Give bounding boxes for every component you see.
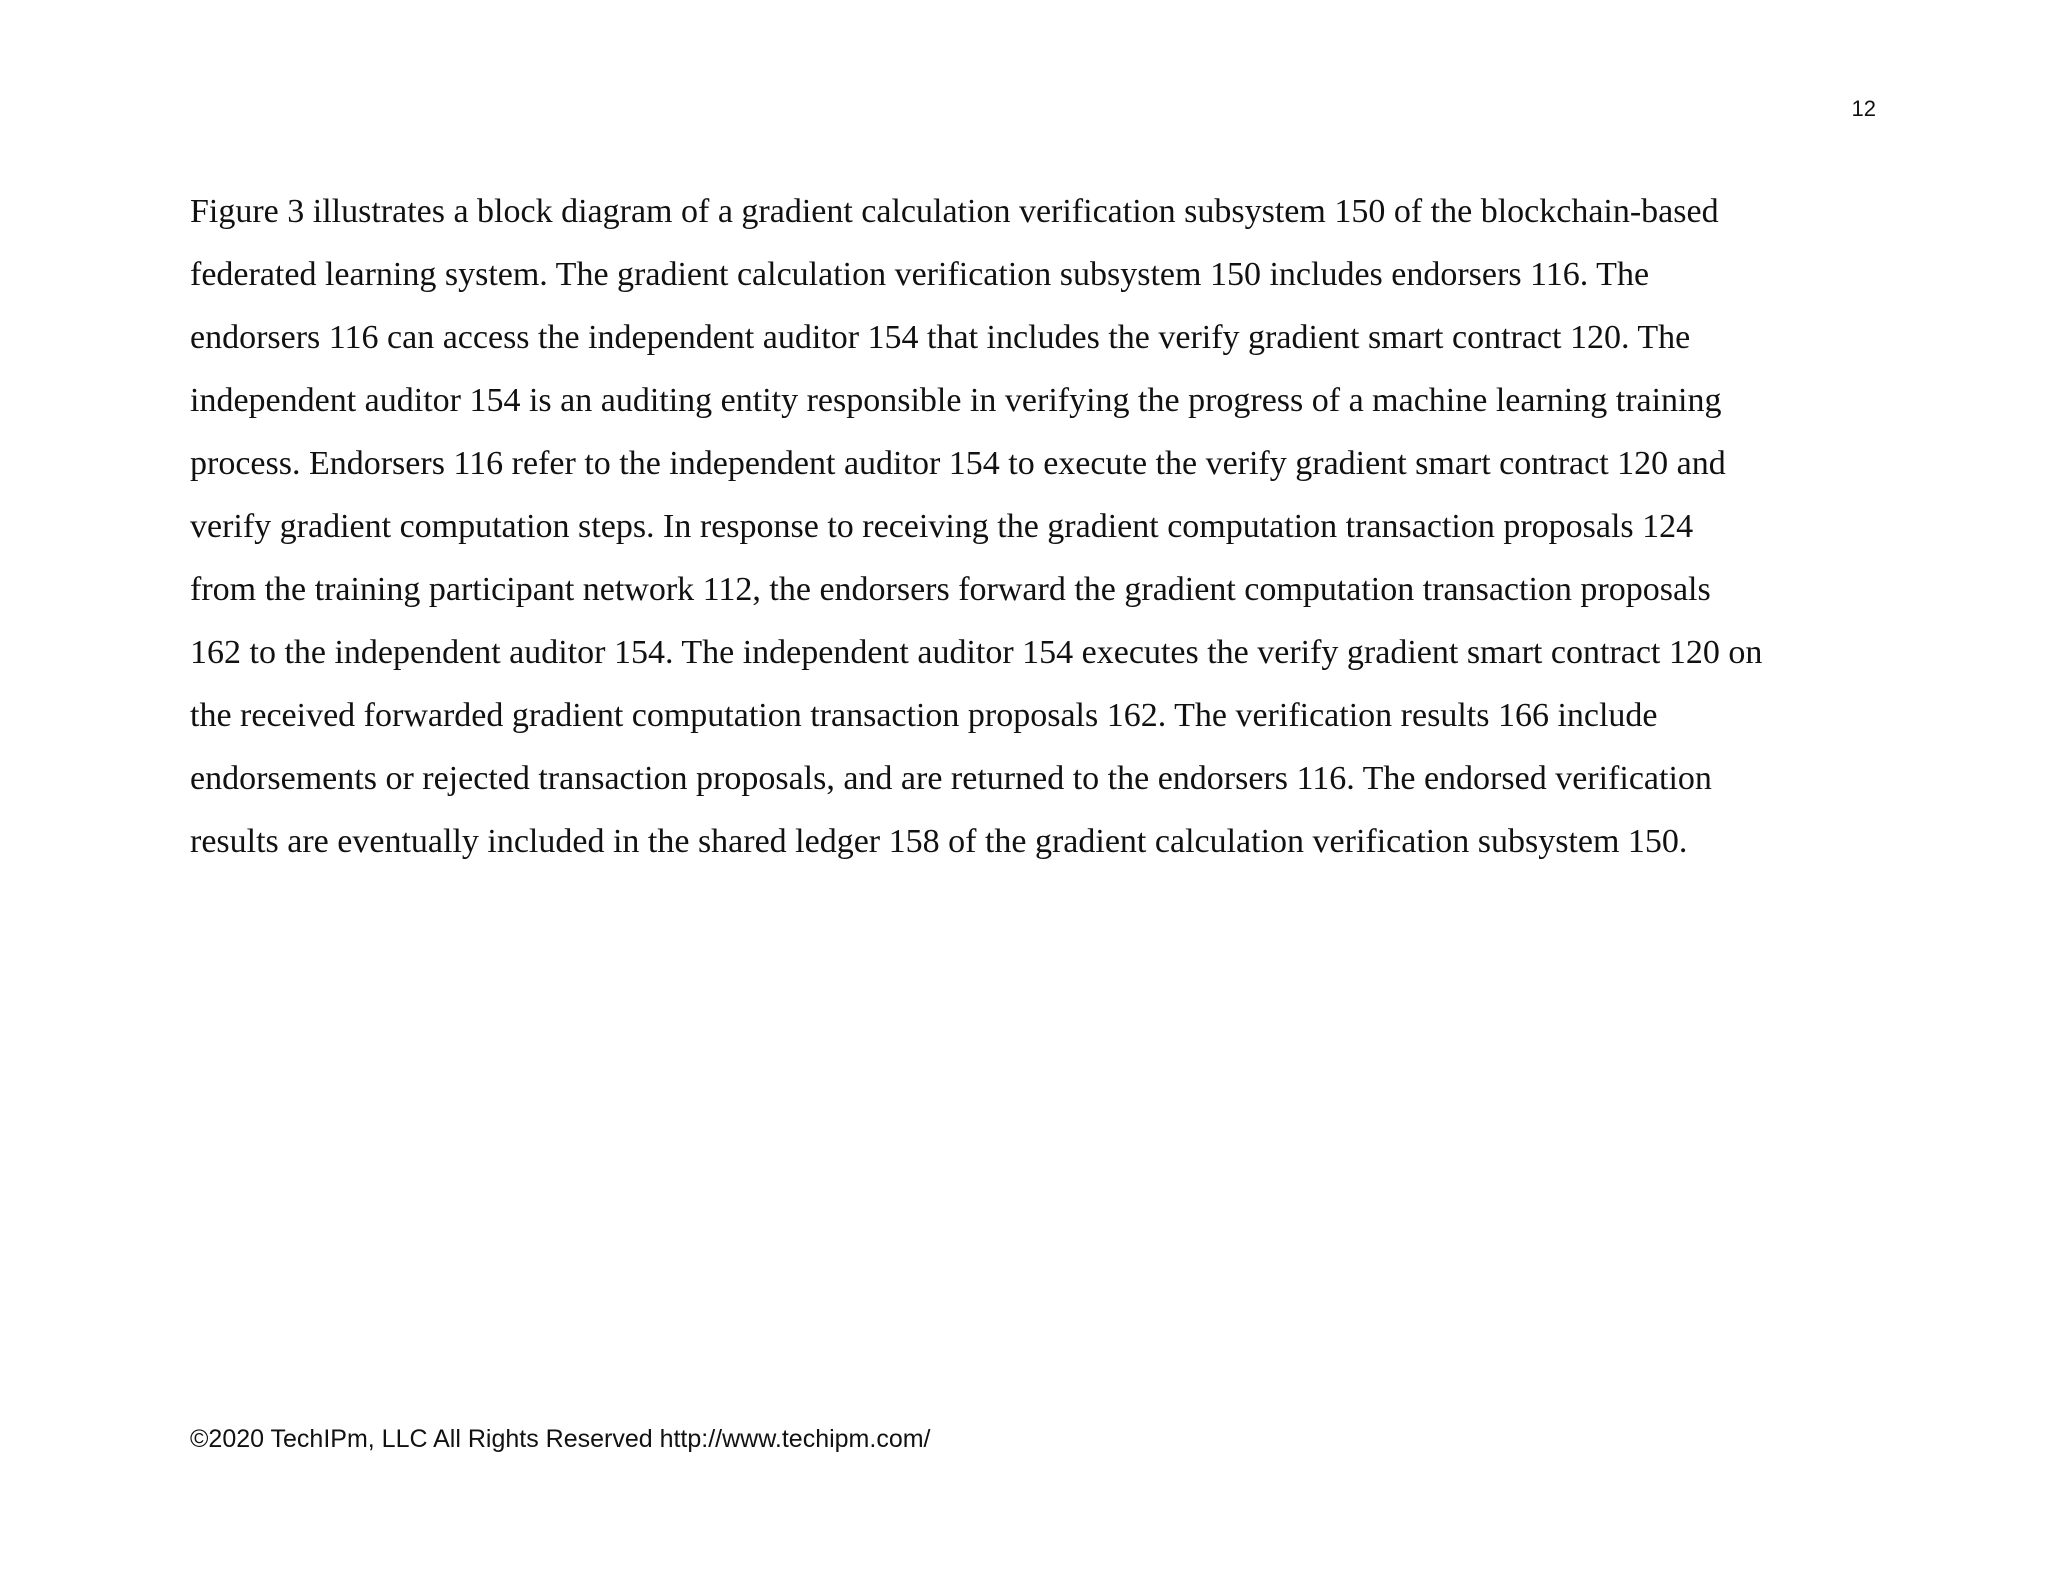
paragraph-line: federated learning system. The gradient calculation verification subsystem 150 includes endorsers 116. The bbox=[190, 256, 1650, 293]
paragraph-line: process. Endorsers 116 refer to the independent auditor 154 to execute the verify gradient smart contract 120 and bbox=[190, 445, 1726, 482]
paragraph-line: from the training participant network 112, the endorsers forward the gradient computation transaction proposals bbox=[190, 571, 1711, 608]
page-number: 12 bbox=[1851, 96, 1876, 121]
paragraph-line: endorsements or rejected transaction proposals, and are returned to the endorsers 116. The endorsed verification bbox=[190, 760, 1712, 797]
body-paragraph bbox=[190, 180, 1890, 873]
paragraph-line: results are eventually included in the shared ledger 158 of the gradient calculation verification subsystem 150. bbox=[190, 823, 1688, 860]
paragraph-line: independent auditor 154 is an auditing entity responsible in verifying the progress of a machine learning training bbox=[190, 382, 1722, 419]
copyright-footer: ©2020 TechIPm, LLC All Rights Reserved http://www.techipm.com/ bbox=[190, 1425, 931, 1453]
paragraph-line: 162 to the independent auditor 154. The independent auditor 154 executes the verify gradient smart contract 120 on bbox=[190, 634, 1763, 671]
paragraph-line: the received forwarded gradient computation transaction proposals 162. The verification results 166 include bbox=[190, 697, 1658, 734]
paragraph-line: endorsers 116 can access the independent auditor 154 that includes the verify gradient smart contract 120. The bbox=[190, 319, 1691, 356]
paragraph-line: Figure 3 illustrates a block diagram of a gradient calculation verification subsystem 150 of the blockchain-based bbox=[190, 193, 1719, 230]
paragraph-line: verify gradient computation steps. In response to receiving the gradient computation transaction proposals 124 bbox=[190, 508, 1694, 545]
